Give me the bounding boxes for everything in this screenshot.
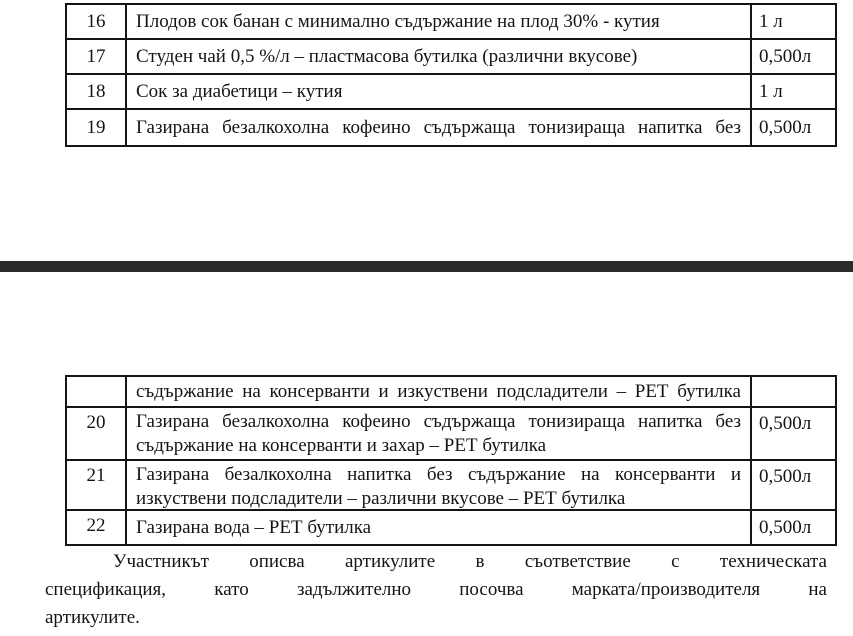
item-description-cell	[127, 40, 752, 73]
item-description-cell	[127, 511, 752, 544]
row-number-cell: 20	[67, 408, 127, 459]
item-description-cell	[127, 461, 752, 509]
table-row-18	[67, 73, 835, 108]
row-number-cell	[67, 377, 127, 406]
item-description-line: Газирана вода – РЕТ бутилка	[136, 516, 372, 538]
volume-cell: 0,500л	[759, 516, 812, 538]
item-description-line: съдържание на консерванти и захар – РЕТ бутилка	[136, 435, 547, 456]
row-number-cell: 18	[67, 75, 127, 108]
item-description-line: Газирана безалкохолна кофеино съдържаща тонизираща напитка без	[136, 116, 741, 138]
item-description-line: изкуствени подсладители – различни вкусове – РЕТ бутилка	[136, 488, 626, 509]
paragraph-line: артикулите.	[45, 607, 140, 628]
items-table-top	[65, 3, 837, 147]
row-number-cell: 21	[67, 461, 127, 509]
paragraph-line: спецификация, като задължително посочва марката/производителя на	[45, 579, 827, 600]
item-description-cell	[127, 110, 752, 145]
table-row-22	[67, 509, 835, 544]
row-number-cell: 17	[67, 40, 127, 73]
volume-cell: 1 л	[759, 10, 783, 32]
page-break-bar	[0, 261, 853, 272]
table-row-16	[67, 5, 835, 38]
paragraph-line: Участникът описва артикулите в съответствие с техническата	[113, 551, 827, 572]
row-number-cell: 16	[67, 5, 127, 38]
volume-cell: 0,500л	[759, 413, 812, 434]
volume-cell: 0,500л	[759, 116, 812, 138]
item-description-cell	[127, 408, 752, 459]
table-row-17	[67, 38, 835, 73]
item-description-line: Газирана безалкохолна напитка без съдържание на консерванти и	[136, 464, 741, 485]
item-description-line: Плодов сок банан с минимално съдържание на плод 30% - кутия	[136, 10, 660, 32]
item-description-cell	[127, 5, 752, 38]
items-table-bottom	[65, 375, 837, 546]
row-number-cell: 22	[67, 511, 127, 544]
volume-cell: 0,500л	[759, 466, 812, 487]
table-row-19-continued	[67, 377, 835, 406]
volume-cell: 0,500л	[759, 45, 812, 67]
item-description-line: съдържание на консерванти и изкуствени подсладители – РЕТ бутилка	[136, 380, 741, 402]
item-description-line: Студен чай 0,5 %/л – пластмасова бутилка (различни вкусове)	[136, 45, 638, 67]
volume-cell	[752, 377, 835, 406]
table-row-20	[67, 406, 835, 459]
table-row-19	[67, 108, 835, 145]
volume-cell: 1 л	[759, 80, 783, 102]
closing-paragraph	[45, 548, 827, 632]
table-row-21	[67, 459, 835, 509]
item-description-line: Газирана безалкохолна кофеино съдържаща тонизираща напитка без	[136, 411, 741, 432]
item-description-line: Сок за диабетици – кутия	[136, 80, 343, 102]
row-number-cell: 19	[67, 110, 127, 145]
item-description-cell	[127, 75, 752, 108]
item-description-cell	[127, 377, 752, 406]
